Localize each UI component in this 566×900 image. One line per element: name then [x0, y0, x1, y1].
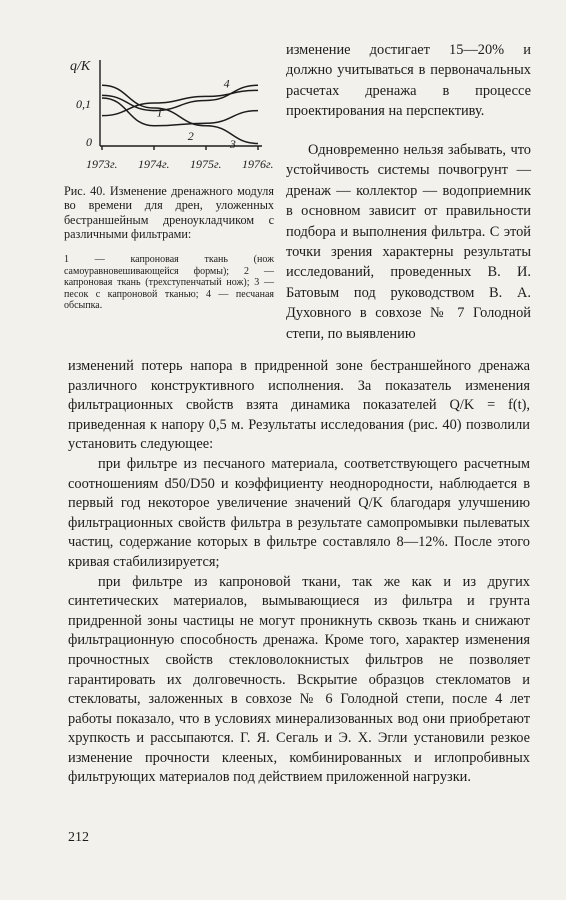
x-tick-label: 1976г. [242, 157, 274, 171]
curve-label-1: 1 [156, 105, 163, 120]
figure-legend: 1 — капроновая ткань (нож самоуравновешивающейся формы); 2 — капроновая ткань (трехступенчатый нож); 3 — песок с капроновой тканью; 4 — песчаная обсыпка. [64, 254, 274, 312]
curve-label-3: 3 [229, 136, 236, 151]
body-paragraph-3: при фильтре из капроновой ткани, так же как и из других синтетических материалов, вымывающиеся из фильтра и грунта придренной зоны частицы не могут проникнуть сквозь ткань и снижают фильтрационную способность дренажа. Кроме того, характер изменения прочностных свойств стекловолокнистых фильтров не позволяет гарантировать их долговечность. Вскрытие образцов стекломатов и стекловаты, заложенных в совхозе № 6 Голодной степи, после 4 лет работы показало, что в условиях минерализованных вод они приобретают хрупкость и рассыпаются. Г. Я. Сегаль и Э. Х. Эгли установили резкое изменение прочности клееных, комбинированных и иглопробивных фильтрующих материалов под действием приложенной нагрузки. [68, 573, 530, 786]
x-tick-label: 1974г. [138, 157, 170, 171]
x-tick-label: 1973г. [86, 157, 118, 171]
body-text [68, 357, 530, 788]
y-axis-label: q/К [70, 59, 91, 74]
series-line-3 [102, 85, 258, 143]
chart-curves [102, 85, 258, 143]
x-tick-label: 1975г. [190, 157, 222, 171]
series-line-4 [102, 85, 258, 110]
body-paragraph-2: при фильтре из песчаного материала, соответствующего расчетным соотношениям d50/D50 и коэффициенту неоднородности, наблюдается в первый год некоторое увеличение значений Q/K благодаря улучшению фильтрационных свойств фильтра в результате самопромывки пылеватых частиц, содержание которых в фильтре составляло 8—12%. После этого кривая стабилизируется; [68, 455, 530, 570]
curve-label-4: 4 [223, 76, 230, 91]
right-column-paragraph-2: Одновременно нельзя забывать, что устойчивость системы почвогрунт — дренаж — коллектор — водоприемник в основном зависит от правильности подбора и выполнения фильтра. С этой точки зрения характерны результаты исследований, проведенных В. И. Батовым под руководством В. А. Духовного в совхозе № 7 Голодной степи, по выявлению [286, 142, 531, 342]
y-tick-0-1: 0,1 [76, 97, 91, 111]
body-paragraph-1: изменений потерь напора в придренной зоне бестраншейного дренажа различного конструктивного исполнения. За показатель изменения фильтрационных свойств взята динамика показателей Q/K = f(t), приведенная к напору 0,5 м. Результаты исследования (рис. 40) позволили установить следующее: [68, 358, 530, 453]
curve-label-2: 2 [187, 129, 194, 144]
figure-caption: Рис. 40. Изменение дренажного модуля во времени для дрен, уложенных бестраншейным дреноукладчиком с различными фильтрами: [64, 184, 274, 242]
right-column-paragraph-1: изменение достигает 15—20% и должно учитываться в первоначальных расчетах дренажа в процессе проектирования на перспективу. [286, 42, 531, 120]
page-number: 212 [68, 830, 89, 845]
x-tick-labels [86, 146, 274, 171]
drainage-modulus-chart [62, 42, 276, 182]
y-tick-0: 0 [86, 135, 92, 149]
curve-labels [157, 76, 236, 151]
